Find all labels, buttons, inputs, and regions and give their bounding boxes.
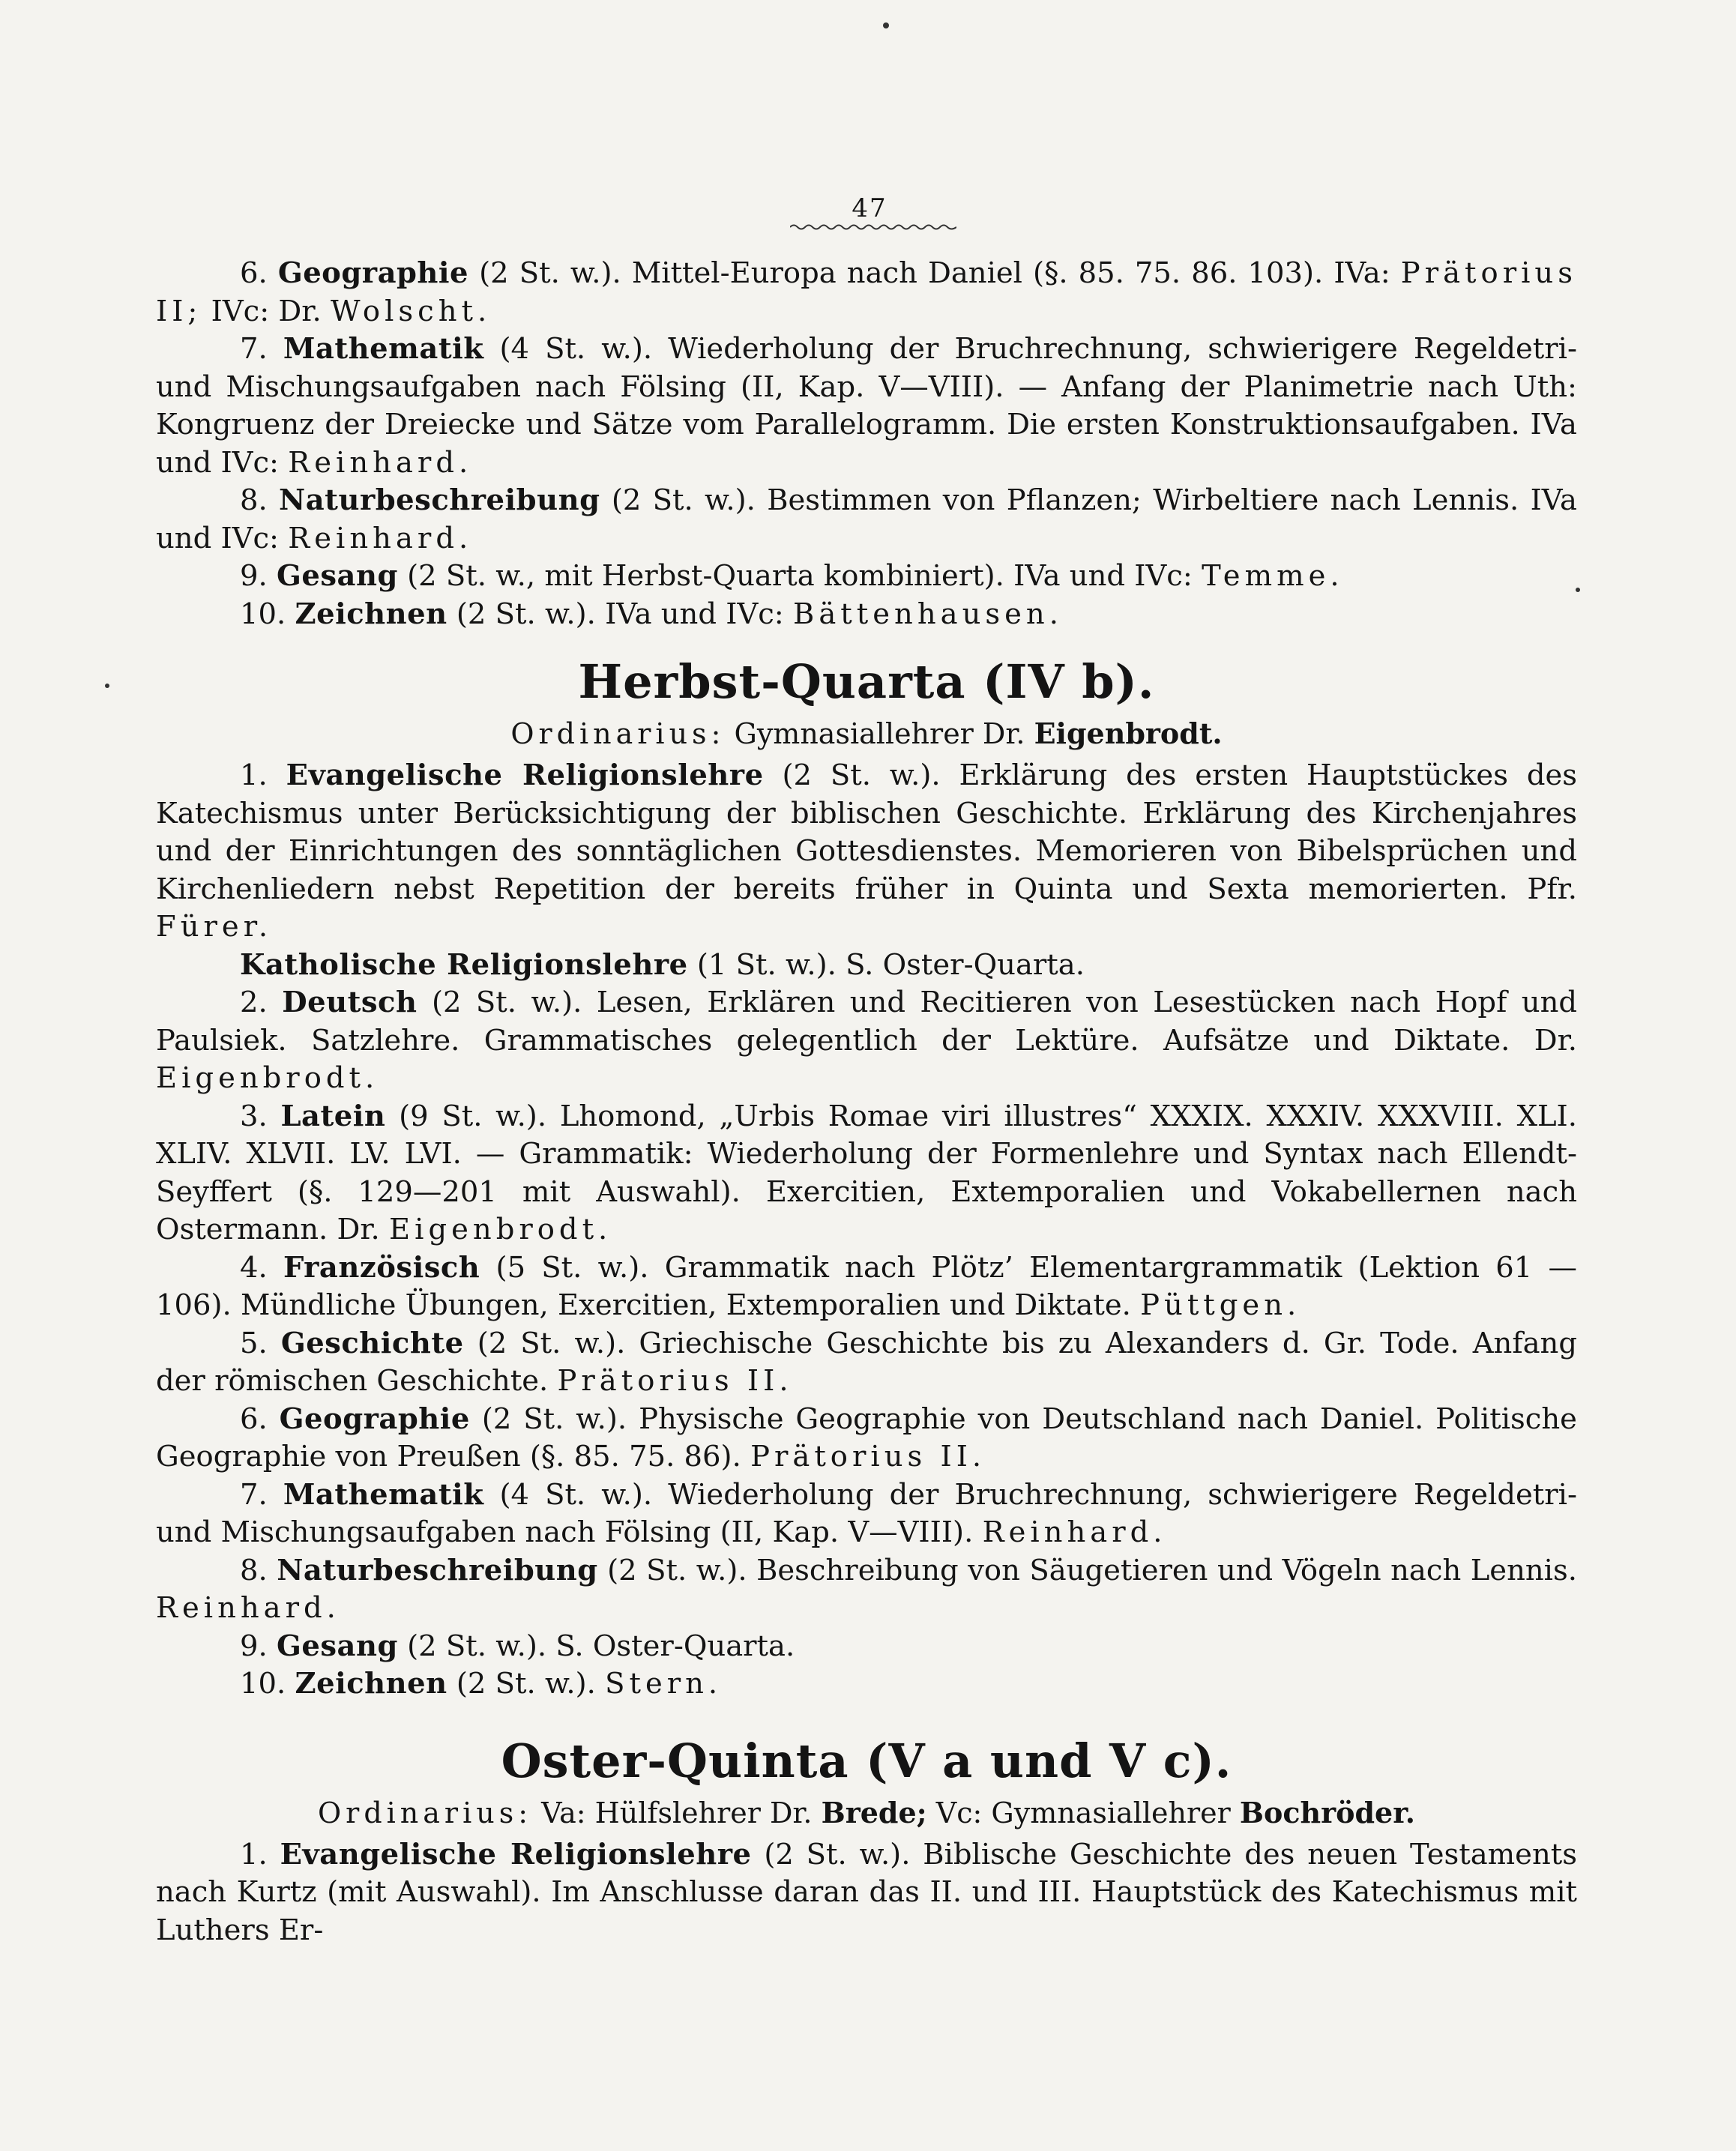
teacher-name: Eigenbrodt. xyxy=(389,1213,612,1246)
curriculum-entry xyxy=(156,482,1577,558)
teacher-name: Stern. xyxy=(605,1667,723,1701)
weekly-hours: (2 St. w.). xyxy=(764,1837,911,1871)
curriculum-entry xyxy=(156,1098,1577,1249)
entry-number: 1. xyxy=(240,1837,268,1871)
teacher-name: Prätorius II. xyxy=(557,1364,793,1398)
weekly-hours: (2 St. w.). xyxy=(479,256,621,290)
entry-number: 10. xyxy=(240,1667,286,1701)
subject-name: Evangelische Religionslehre xyxy=(280,1837,752,1871)
curriculum-entry xyxy=(156,947,1577,985)
weekly-hours: (2 St. w.). xyxy=(481,1402,627,1436)
curriculum-entry xyxy=(156,558,1577,596)
entry-description: Wiederholung der Bruchrechnung, schwierigere Regeldetri- und Mischungsaufgaben nach Fölsing (II, Kap. V—VIII). xyxy=(156,1477,1577,1549)
subject-name: Französisch xyxy=(283,1250,480,1285)
ordinarius-line xyxy=(156,1794,1577,1832)
entry-description: Beschreibung von Säugetieren und Vögeln nach Lennis. xyxy=(756,1553,1577,1587)
weekly-hours: (2 St. w.). xyxy=(611,483,756,517)
subject-name: Evangelische Religionslehre xyxy=(286,758,764,792)
entry-number: 7. xyxy=(240,1477,268,1512)
subject-name: Geographie xyxy=(279,1402,470,1436)
weekly-hours: (5 St. w.). xyxy=(495,1250,649,1285)
weekly-hours: (2 St. w.). xyxy=(431,986,582,1019)
teacher-name: Prätorius II; xyxy=(156,256,1577,328)
subject-name: Naturbeschreibung xyxy=(277,1553,598,1587)
entry-description: IVc: Dr. xyxy=(211,294,322,328)
entry-description: IVa und IVc: xyxy=(1013,559,1193,593)
subject-name: Naturbeschreibung xyxy=(279,483,600,517)
weekly-hours: (4 St. w.). xyxy=(499,1477,653,1512)
entry-number: 9. xyxy=(240,1629,268,1663)
weekly-hours: (2 St. w., mit Herbst-Quarta kombiniert). xyxy=(407,559,1004,593)
entry-description: Grammatik nach Plötz’ Elementargrammatik (Lektion 61 — 106). Mündliche Übungen, Exercitien, Extemporalien und Diktate. xyxy=(156,1250,1577,1322)
weekly-hours: (2 St. w.). xyxy=(477,1326,626,1360)
teacher-name: Reinhard. xyxy=(288,445,473,480)
entry-description: Physische Geographie von Deutschland nach Daniel. Politische Geographie von Preußen (§. 85. 75. 86). xyxy=(156,1402,1577,1473)
entry-number: 6. xyxy=(240,1402,268,1436)
teacher-name: Temme. xyxy=(1202,559,1344,593)
weekly-hours: (4 St. w.). xyxy=(499,332,653,366)
teacher-name: Reinhard. xyxy=(156,1591,340,1625)
weekly-hours: (9 St. w.). xyxy=(399,1099,547,1133)
page-number: 47 xyxy=(852,193,887,223)
weekly-hours: (2 St. w.). xyxy=(456,597,596,631)
entry-description: Bestimmen von Pflanzen; Wirbeltiere nach Lennis. IVa und IVc: xyxy=(156,483,1577,555)
ordinarius-teacher: Eigenbrodt. xyxy=(1034,717,1223,750)
entry-number: 8. xyxy=(240,483,268,517)
entry-number: 1. xyxy=(240,758,268,792)
entry-description: S. Oster-Quarta. xyxy=(846,947,1085,982)
entry-description: Griechische Geschichte bis zu Alexanders d. Gr. Tode. Anfang der römischen Geschichte. xyxy=(156,1326,1577,1398)
teacher-name: Wolscht. xyxy=(330,294,492,328)
subject-name: Geschichte xyxy=(280,1326,464,1360)
curriculum-entry xyxy=(156,1476,1577,1552)
subject-name: Mathematik xyxy=(283,332,484,366)
section-heading-herbst-quarta: Herbst-Quarta (IV b). xyxy=(578,654,1155,709)
weekly-hours: (2 St. w.). xyxy=(456,1667,596,1701)
subject-name: Zeichnen xyxy=(295,597,447,631)
weekly-hours: (2 St. w.). xyxy=(607,1553,747,1587)
entry-number: 8. xyxy=(240,1553,268,1587)
entry-description: IVa und IVc: xyxy=(605,597,784,631)
subject-name: Gesang xyxy=(276,1629,398,1663)
teacher-name: Eigenbrodt. xyxy=(156,1061,379,1095)
curriculum-entry xyxy=(156,1665,1577,1704)
subject-name: Geographie xyxy=(277,256,469,290)
print-speck xyxy=(883,22,889,28)
entry-number: 5. xyxy=(240,1326,268,1360)
entry-number: 3. xyxy=(240,1099,268,1133)
weekly-hours: (2 St. w.). xyxy=(782,758,941,792)
curriculum-list-oster-quinta xyxy=(156,1836,1577,1950)
teacher-name: Bättenhausen. xyxy=(793,597,1063,631)
curriculum-entry xyxy=(156,984,1577,1098)
curriculum-entry xyxy=(156,1836,1577,1950)
curriculum-entry xyxy=(156,255,1577,331)
curriculum-entry xyxy=(156,757,1577,947)
ordinarius-role: Gymnasiallehrer Dr. xyxy=(734,717,1025,750)
ordinarius-teacher: Bochröder. xyxy=(1239,1795,1415,1829)
ordinarius-label: Ordinarius: xyxy=(510,717,726,750)
curriculum-entry xyxy=(156,596,1577,634)
teacher-name: Prätorius II. xyxy=(750,1440,986,1473)
subject-name: Mathematik xyxy=(283,1477,484,1512)
ordinarius-teacher: Brede; xyxy=(821,1795,927,1829)
subject-name: Katholische Religionslehre xyxy=(240,947,688,982)
page-content xyxy=(156,255,1577,1949)
subject-name: Latein xyxy=(280,1099,386,1133)
teacher-name: Reinhard. xyxy=(982,1515,1167,1549)
subject-name: Gesang xyxy=(276,559,398,593)
curriculum-entry xyxy=(156,1628,1577,1666)
entry-description: Wiederholung der Bruchrechnung, schwierigere Regeldetri- und Mischungsaufgaben nach Fölsing (II, Kap. V—VIII). — Anfang der Planimetrie nach Uth: Kongruenz der Dreiecke und Sätze vom Parallelogramm. Die ersten Konstruktionsaufgaben. IVa und IVc: xyxy=(156,332,1577,480)
weekly-hours: (1 St. w.). xyxy=(696,947,837,982)
entry-description: S. Oster-Quarta. xyxy=(555,1629,795,1663)
entry-number: 4. xyxy=(240,1250,268,1285)
entry-description: Erklärung des ersten Hauptstückes des Katechismus unter Berücksichtigung der biblischen Geschichte. Erklärung des Kirchenjahres und der Einrichtungen des sonntäglichen Gottesdienstes. Memorieren von Bibelsprüchen und Kirchenliedern nebst Repetition der bereits früher in Quinta und Sexta memorierten. Pfr. xyxy=(156,758,1578,906)
curriculum-entry xyxy=(156,1401,1577,1476)
teacher-name: Püttgen. xyxy=(1140,1288,1301,1322)
entry-number: 9. xyxy=(240,559,268,593)
teacher-name: Fürer. xyxy=(156,910,273,944)
entry-number: 7. xyxy=(240,332,268,366)
ordinarius-label: Ordinarius: xyxy=(318,1796,533,1829)
subject-name: Deutsch xyxy=(282,986,418,1019)
wavy-rule xyxy=(790,223,956,231)
ordinarius-role: Vc: Gymnasiallehrer xyxy=(935,1796,1231,1829)
entry-number: 2. xyxy=(240,986,268,1019)
entry-description: Lhomond, „Urbis Romae viri illustres“ XXXIX. XXXIV. XXXVIII. XLI. XLIV. XLVII. LV. LVI. — Grammatik: Wiederholung der Formenlehre und Syntax nach Ellendt-Seyffert (§. 129—201 mit Auswahl). Exercitien, Extemporalien und Vokabellernen nach Ostermann. Dr. xyxy=(156,1099,1577,1246)
entry-number: 10. xyxy=(240,597,286,631)
curriculum-entry xyxy=(156,1325,1577,1401)
print-speck xyxy=(105,684,109,688)
subject-name: Zeichnen xyxy=(295,1667,447,1701)
entry-description: Lesen, Erklären und Recitieren von Lesestücken nach Hopf und Paulsiek. Satzlehre. Grammatisches gelegentlich der Lektüre. Aufsätze und Diktate. Dr. xyxy=(156,986,1578,1058)
ordinarius-line xyxy=(156,715,1577,752)
curriculum-entry xyxy=(156,331,1577,482)
curriculum-list-herbst-quarta xyxy=(156,757,1577,1704)
entry-number: 6. xyxy=(240,256,268,290)
section-heading-oster-quinta: Oster-Quinta (V a und V c). xyxy=(501,1733,1232,1788)
curriculum-entry xyxy=(156,1249,1577,1325)
entry-description: Biblische Geschichte des neuen Testaments nach Kurtz (mit Auswahl). Im Anschlusse daran das II. und III. Hauptstück des Katechismus mit Luthers Er- xyxy=(156,1837,1577,1947)
weekly-hours: (2 St. w.). xyxy=(407,1629,547,1663)
teacher-name: Reinhard. xyxy=(288,521,473,555)
curriculum-list-quarta-continued xyxy=(156,255,1577,633)
curriculum-entry xyxy=(156,1552,1577,1628)
entry-description: Mittel-Europa nach Daniel (§. 85. 75. 86. 103). IVa: xyxy=(631,256,1390,290)
ordinarius-role: Va: Hülfslehrer Dr. xyxy=(541,1796,813,1829)
